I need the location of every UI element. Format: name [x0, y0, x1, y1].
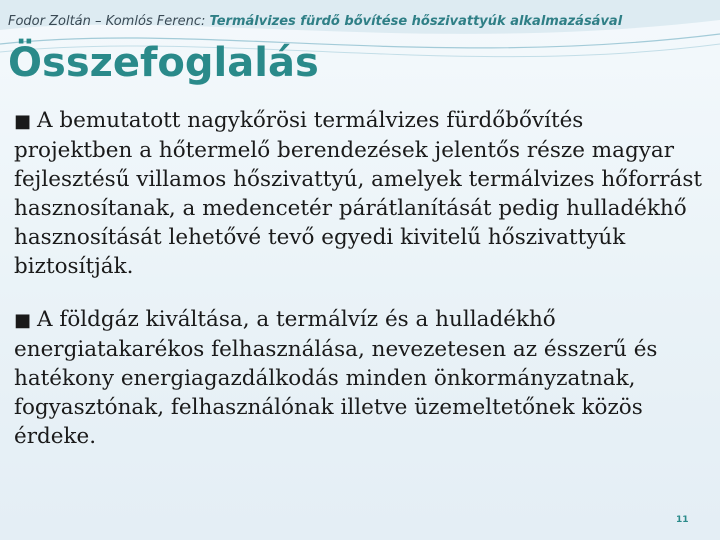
header-authors: Fodor Zoltán – Komlós Ferenc: — [8, 14, 210, 29]
bullet-text: A földgáz kiváltása, a termálvíz és a hulladékhő energiatakarékos felhasználása, nevezetesen az ésszerű és hatékony energiagazdálkodás minden önkormányzatnak, fogyasztónak, felhasználónak illetve üzemeltetőnek közös érdeke. — [14, 307, 658, 449]
header-paper-title: Termálvizes fürdő bővítése hőszivattyúk alkalmazásával — [209, 14, 623, 29]
presentation-header — [8, 14, 708, 29]
page-number: 11 — [676, 515, 689, 525]
bullet-text: A bemutatott nagykőrösi termálvizes fürdőbővítés projektben a hőtermelő berendezések jelentős része magyar fejlesztésű villamos hőszivattyú, amelyek termálvizes hőforrást hasznosítanak, a medencetér párátlanítását pedig hulladékhő hasznosítását lehetővé tevő egyedi kivitelű hőszivattyúk biztosítják. — [14, 108, 703, 279]
slide-content — [14, 106, 704, 475]
square-bullet-icon: ■ — [14, 111, 32, 132]
bullet-paragraph — [14, 106, 704, 281]
square-bullet-icon: ■ — [14, 310, 32, 331]
slide-title: Összefoglalás — [8, 40, 319, 86]
bullet-paragraph — [14, 305, 704, 451]
